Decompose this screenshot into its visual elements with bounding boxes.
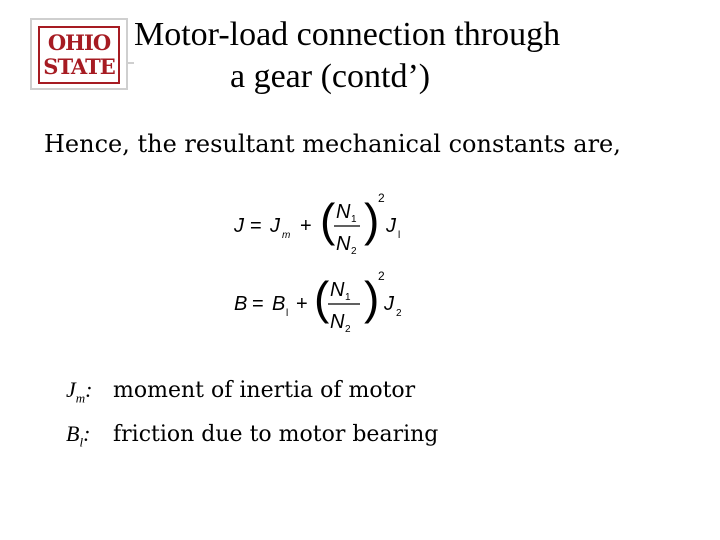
logo-frame <box>38 26 120 84</box>
logo-line1: OHIO <box>47 30 111 55</box>
definition-item <box>66 372 438 416</box>
eq2-left-paren: ( <box>314 272 330 324</box>
definition-item <box>66 416 438 460</box>
eq1-lhs: J <box>234 215 244 237</box>
eq1-equals: = <box>250 215 262 237</box>
equation-friction-svg <box>232 266 432 338</box>
eq1-den-sub: 2 <box>351 246 357 257</box>
eq2-rhs-sub: l <box>286 308 289 319</box>
eq1-right-paren: ) <box>364 194 380 246</box>
definition-symbol: $B_l$: <box>66 421 91 450</box>
definition-symbol: $J_m$: <box>66 377 93 406</box>
eq2-den: N <box>330 311 345 333</box>
intro-text: Hence, the resultant mechanical constants are, <box>44 130 621 158</box>
eq2-lhs: B <box>234 293 248 315</box>
eq1-num: N <box>336 201 351 223</box>
eq1-plus: + <box>300 215 312 237</box>
eq1-den: N <box>336 233 351 255</box>
slide-title-line2: a gear (contd’) <box>230 58 431 95</box>
logo-line2: STATE <box>43 54 115 79</box>
slide-title <box>134 14 714 98</box>
eq2-right-paren: ) <box>364 272 380 324</box>
eq2-num-sub: 1 <box>345 292 351 303</box>
eq2-tail: J <box>384 293 394 315</box>
ohio-state-logo <box>30 18 128 90</box>
eq2-num: N <box>330 279 345 301</box>
equation-inertia-svg <box>232 188 432 260</box>
eq2-plus: + <box>296 293 308 315</box>
definitions-list <box>66 372 438 461</box>
definition-text: moment of inertia of motor <box>113 378 416 403</box>
eq1-left-paren: ( <box>320 194 336 246</box>
eq1-rhs-sub: m <box>282 230 291 241</box>
equation-friction <box>232 266 432 338</box>
eq1-tail: J <box>386 215 396 237</box>
definition-text: friction due to motor bearing <box>113 422 439 448</box>
eq2-den-sub: 2 <box>345 324 351 335</box>
eq1-power: 2 <box>378 191 385 205</box>
eq2-rhs-var: B <box>272 293 286 315</box>
slide-title-line1: Motor-load connection through <box>134 16 561 53</box>
eq2-power: 2 <box>378 269 385 283</box>
eq2-equals: = <box>252 293 264 315</box>
eq1-num-sub: 1 <box>351 214 357 225</box>
eq2-tail-sub: 2 <box>396 308 402 319</box>
equation-inertia <box>232 188 432 260</box>
eq1-tail-sub: l <box>398 230 401 241</box>
eq1-rhs-var: J <box>270 215 280 237</box>
